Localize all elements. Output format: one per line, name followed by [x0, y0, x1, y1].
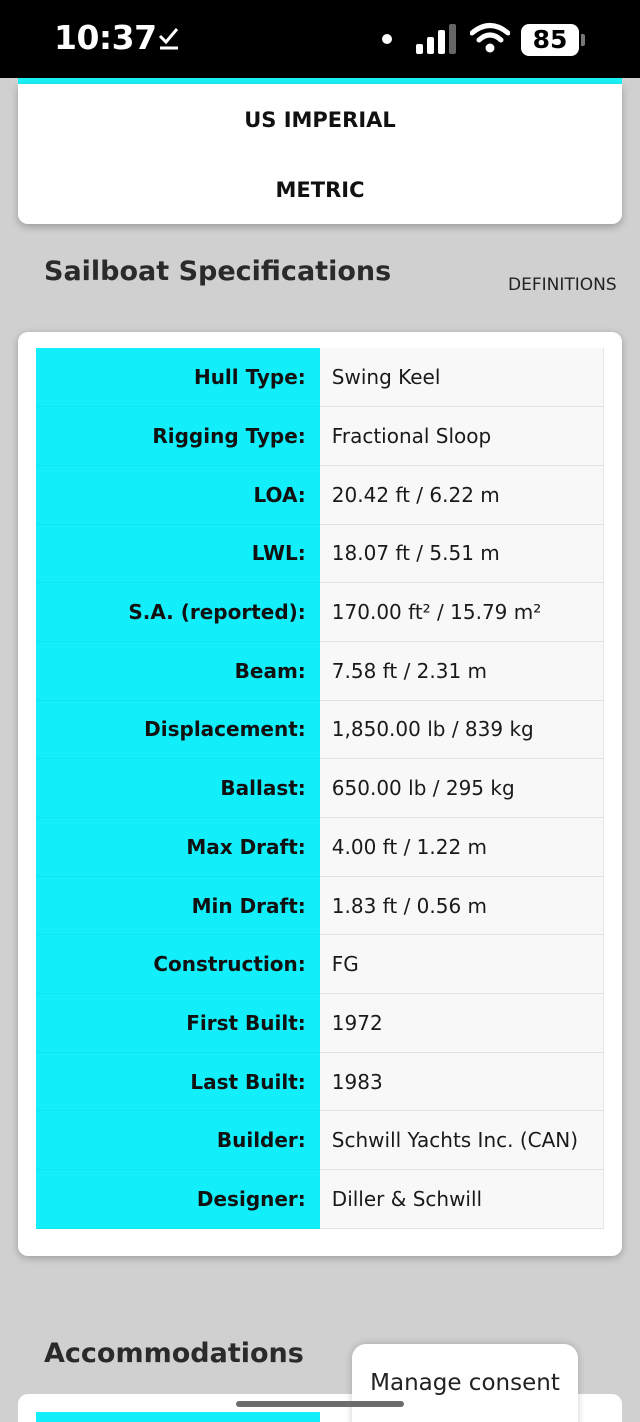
spec-value: 650.00 lb / 295 kg: [320, 759, 604, 818]
spec-label: S.A. (reported):: [36, 583, 320, 642]
spec-label: Displacement:: [36, 700, 320, 759]
table-row: [36, 641, 604, 700]
spec-value: Schwill Yachts Inc. (CAN): [320, 1111, 604, 1170]
spec-label: Hull Type:: [36, 348, 320, 407]
accommodations-section-title: Accommodations: [44, 1338, 304, 1369]
spec-value: Swing Keel: [320, 348, 604, 407]
accommodations-label-cell: [36, 1412, 320, 1422]
cellular-signal-icon: [414, 24, 458, 54]
table-row: [36, 524, 604, 583]
spec-label: Beam:: [36, 641, 320, 700]
spec-value: 7.58 ft / 2.31 m: [320, 641, 604, 700]
spec-value: 18.07 ft / 5.51 m: [320, 524, 604, 583]
spec-value: 1983: [320, 1052, 604, 1111]
table-row: [36, 876, 604, 935]
checkmark-icon: [157, 24, 181, 52]
table-row: [36, 407, 604, 466]
spec-value: 4.00 ft / 1.22 m: [320, 818, 604, 877]
unit-option-us-imperial[interactable]: US IMPERIAL: [244, 108, 396, 132]
spec-value: 1,850.00 lb / 839 kg: [320, 700, 604, 759]
spec-label: LWL:: [36, 524, 320, 583]
spec-value: 1.83 ft / 0.56 m: [320, 876, 604, 935]
specs-section-title: Sailboat Specifications: [44, 256, 392, 287]
spec-value: FG: [320, 935, 604, 994]
battery-nub: [581, 34, 585, 46]
table-row: [36, 1170, 604, 1229]
specs-card: [18, 332, 622, 1256]
manage-consent-button[interactable]: Manage consent: [352, 1344, 578, 1422]
spec-label: Rigging Type:: [36, 407, 320, 466]
specs-table: [36, 348, 604, 1229]
table-row: [36, 1111, 604, 1170]
spec-label: Ballast:: [36, 759, 320, 818]
spec-label: Min Draft:: [36, 876, 320, 935]
spec-value: Fractional Sloop: [320, 407, 604, 466]
spec-label: Construction:: [36, 935, 320, 994]
spec-label: Max Draft:: [36, 818, 320, 877]
unit-option-metric[interactable]: METRIC: [275, 178, 365, 202]
wifi-icon: [470, 22, 510, 54]
definitions-link[interactable]: DEFINITIONS: [508, 275, 617, 295]
spec-value: 170.00 ft² / 15.79 m²: [320, 583, 604, 642]
table-row: [36, 583, 604, 642]
status-time: 10:37: [54, 18, 157, 57]
spec-label: LOA:: [36, 465, 320, 524]
table-row: [36, 818, 604, 877]
unit-dropdown-menu: [18, 84, 622, 224]
spec-label: Last Built:: [36, 1052, 320, 1111]
table-row: [36, 994, 604, 1053]
spec-value: Diller & Schwill: [320, 1170, 604, 1229]
table-row: [36, 465, 604, 524]
spec-label: Designer:: [36, 1170, 320, 1229]
spec-value: 1972: [320, 994, 604, 1053]
table-row: [36, 935, 604, 994]
home-indicator: [236, 1401, 404, 1407]
table-row: [36, 700, 604, 759]
table-row: [36, 759, 604, 818]
spec-value: 20.42 ft / 6.22 m: [320, 465, 604, 524]
spec-label: First Built:: [36, 994, 320, 1053]
table-row: [36, 1052, 604, 1111]
battery-indicator: 85: [521, 24, 579, 56]
status-bar: [0, 0, 640, 78]
table-row: [36, 348, 604, 407]
spec-label: Builder:: [36, 1111, 320, 1170]
dot-icon: [382, 34, 392, 44]
